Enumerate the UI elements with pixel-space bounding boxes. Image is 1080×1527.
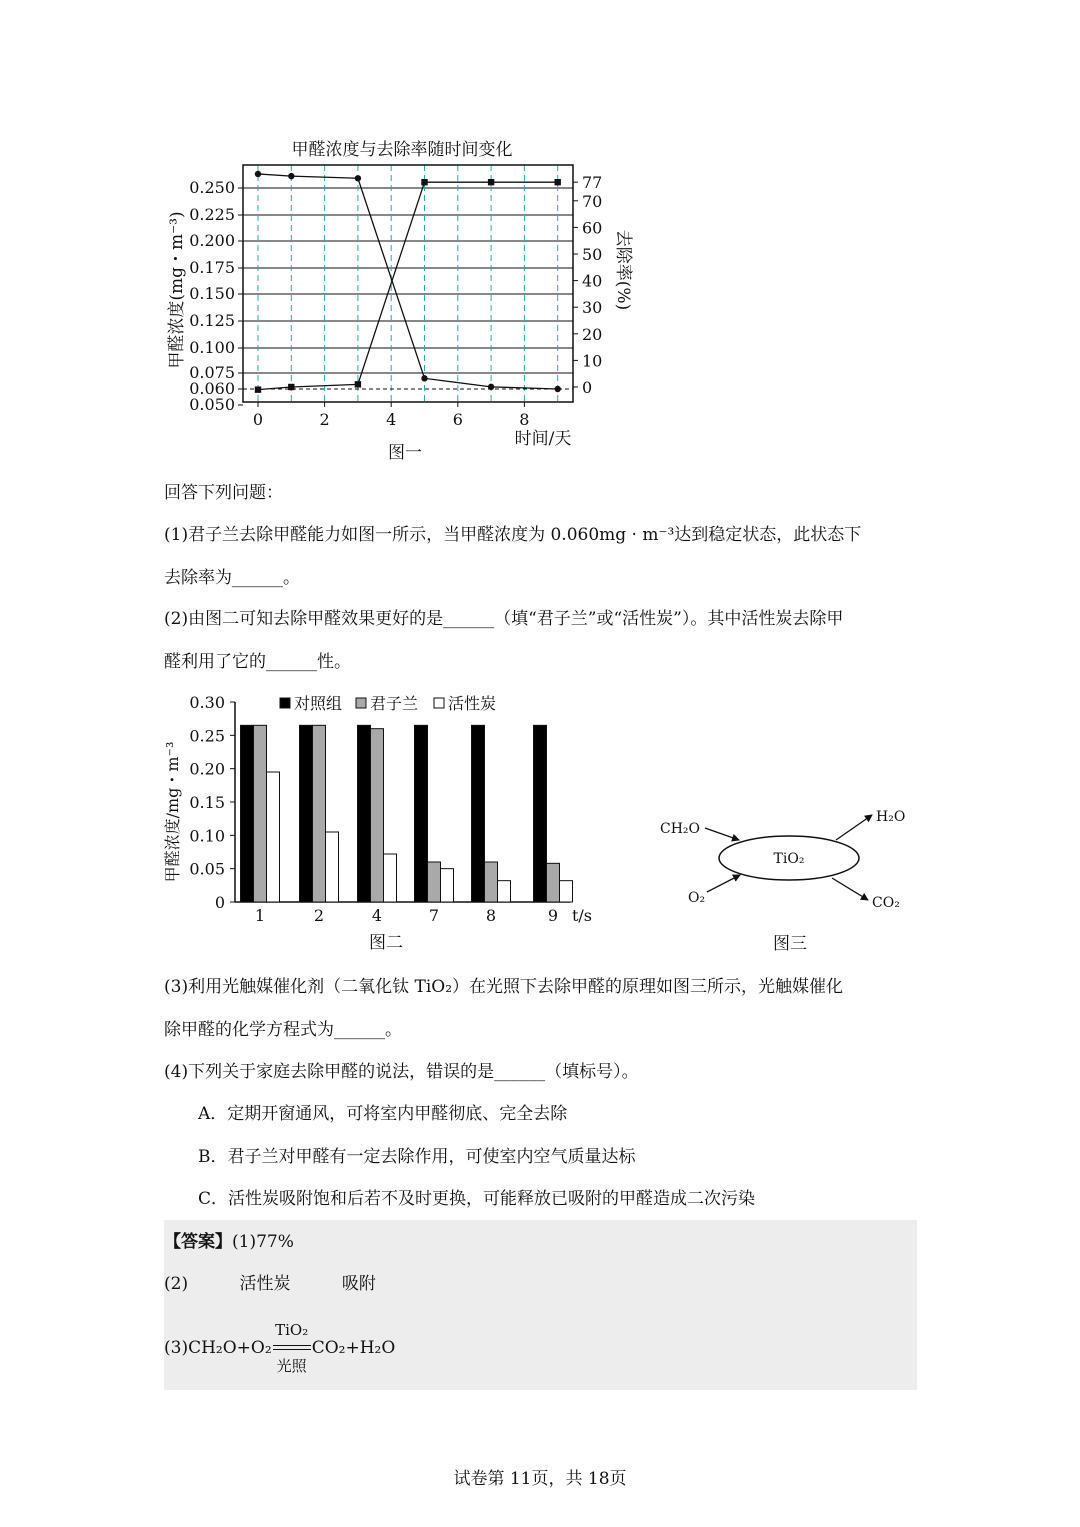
bar (498, 881, 511, 902)
legend-swatch (280, 698, 290, 708)
x-tick-label: 6 (452, 410, 463, 429)
answer-2-blank-2: 吸附 (341, 1274, 376, 1294)
question-1-line-2: 去除率为______。 (164, 568, 300, 588)
y-tick-label: 0.060 (189, 379, 235, 398)
legend-swatch (434, 698, 444, 708)
y-tick-label: 0.225 (189, 205, 235, 224)
bar (415, 725, 428, 902)
catalyst-label: TiO₂ (773, 851, 805, 867)
legend-swatch (356, 698, 366, 708)
y2-tick-label: 70 (582, 191, 603, 211)
y2-tick-label: 50 (582, 245, 603, 264)
x-tick-label: 8 (519, 410, 530, 429)
equation-products: CO₂+H₂O (311, 1338, 396, 1358)
bar (241, 725, 254, 902)
figure-3-caption: 图三 (773, 934, 807, 954)
y-tick-label: 0.10 (189, 826, 225, 846)
figure-1-chart (150, 130, 633, 470)
bar (534, 725, 547, 902)
x-tick-label: 1 (254, 906, 266, 925)
y-axis-label: 甲醛浓度/mg・m⁻³ (163, 741, 182, 883)
y-tick-label: 0.075 (189, 363, 235, 382)
legend-label: 活性炭 (448, 694, 497, 713)
bar (267, 772, 280, 902)
bar (485, 862, 498, 902)
y2-tick-label: 40 (582, 271, 603, 291)
option-b: B．君子兰对甲醛有一定去除作用，可使室内空气质量达标 (198, 1147, 636, 1167)
bar (547, 863, 560, 902)
bar (441, 869, 454, 902)
y-tick-label: 0.30 (189, 693, 225, 712)
y2-tick-label: 20 (582, 324, 603, 344)
data-point (421, 375, 427, 381)
x-tick-label: 9 (547, 906, 559, 925)
y-tick-label: 0.20 (189, 759, 225, 779)
figure-2-chart (150, 688, 610, 963)
plot-frame (243, 165, 573, 402)
x-tick-label: 2 (313, 906, 325, 925)
y-axis-right-label: 去除率(%) (613, 229, 633, 311)
equals-sign (273, 1345, 311, 1350)
condition-catalyst: TiO₂ (275, 1321, 309, 1339)
x-tick-label: 7 (428, 906, 440, 925)
intro-text: 回答下列问题： (164, 483, 283, 503)
legend-label: 君子兰 (370, 694, 419, 713)
answer-line-2 (164, 1272, 376, 1296)
data-point (288, 173, 294, 179)
y2-tick-label: 0 (582, 378, 593, 397)
chart-title: 甲醛浓度与去除率随时间变化 (291, 140, 513, 160)
option-a: A．定期开窗通风，可将室内甲醛彻底、完全去除 (198, 1104, 568, 1124)
x-axis-ticks (253, 402, 530, 429)
right-axis-ticks (573, 173, 602, 397)
x-tick-label: 2 (319, 410, 330, 429)
answer-1: (1)77% (232, 1232, 294, 1252)
arrow-in-bottom (707, 875, 740, 892)
answer-line-3 (164, 1321, 396, 1375)
data-point (555, 386, 561, 392)
bar (371, 729, 384, 902)
figure-3-diagram (650, 795, 920, 960)
answer-line-1 (164, 1230, 294, 1254)
product-co2: CO₂ (872, 895, 900, 911)
condition-light: 光照 (276, 1357, 307, 1375)
question-3-line-1: (3)利用光触媒催化剂（二氧化钛 TiO₂）在光照下去除甲醛的原理如图三所示，光触媒催化 (164, 977, 844, 997)
data-point (488, 179, 494, 185)
x-axis-ticks (255, 906, 558, 925)
question-2-line-2: 醛利用了它的______性。 (164, 652, 351, 672)
data-point (255, 171, 261, 177)
y-tick-label: 0 (214, 893, 225, 912)
legend-label: 对照组 (294, 694, 343, 713)
data-point (488, 384, 494, 390)
x-axis-label: t/s (571, 906, 593, 925)
equation-reactants: CH₂O+O₂ (188, 1338, 272, 1358)
chart-gridlines (243, 165, 573, 402)
y-tick-label: 0.25 (189, 726, 225, 746)
reaction-condition (272, 1321, 312, 1375)
page-footer: 试卷第 11页，共 18页 (453, 1469, 627, 1489)
chart-series (255, 171, 561, 393)
series-line (258, 182, 558, 389)
option-c: C．活性炭吸附饱和后若不及时更换，可能释放已吸附的甲醛造成二次污染 (198, 1189, 756, 1209)
reactant-ch2o: CH₂O (660, 821, 701, 837)
bar (472, 725, 485, 902)
y-tick-label: 0.125 (189, 311, 235, 330)
y2-tick-label: 77 (582, 173, 603, 193)
y2-tick-label: 10 (582, 351, 603, 371)
y-axis-ticks (189, 693, 235, 912)
y-tick-label: 0.175 (189, 258, 235, 277)
product-h2o: H₂O (876, 809, 906, 825)
figure-1-caption: 图一 (388, 443, 422, 463)
question-2-line-1: (2)由图二可知去除甲醛效果更好的是______（填“君子兰”或“活性炭”）。其中活性炭去除甲 (164, 609, 844, 629)
answer-2-blank-1: 活性炭 (239, 1274, 291, 1294)
data-point (288, 384, 294, 390)
y-tick-label: 0.150 (189, 284, 235, 303)
data-point (555, 179, 561, 185)
arrow-out-bottom (832, 878, 868, 900)
reactant-o2: O₂ (688, 890, 706, 906)
y-tick-label: 0.100 (189, 338, 235, 357)
bar (560, 881, 573, 902)
y2-tick-label: 60 (582, 218, 603, 238)
answer-3-number: (3) (164, 1338, 189, 1358)
figure-2-caption: 图二 (369, 933, 403, 953)
x-tick-label: 0 (252, 410, 264, 429)
x-tick-label: 8 (485, 906, 497, 925)
y-tick-label: 0.05 (189, 859, 225, 879)
arrow-out-top (836, 815, 872, 840)
bar (358, 725, 371, 902)
y-tick-label: 0.200 (189, 231, 235, 250)
y-tick-label: 0.050 (189, 395, 235, 414)
series-line (258, 174, 558, 389)
answer-label: 【答案】 (164, 1232, 232, 1252)
data-point (255, 386, 261, 392)
bar (428, 862, 441, 902)
x-axis-label: 时间/天 (514, 429, 572, 449)
question-1-line-1: (1)君子兰去除甲醛能力如图一所示，当甲醛浓度为 0.060mg · m⁻³达到稳定状态，此状态下 (164, 525, 862, 545)
question-3-line-2: 除甲醛的化学方程式为______。 (164, 1020, 402, 1040)
bar (326, 832, 339, 902)
y-tick-label: 0.15 (189, 793, 225, 812)
data-point (355, 175, 361, 181)
data-point (421, 179, 427, 185)
bar (254, 725, 267, 902)
bar (313, 725, 326, 902)
y2-tick-label: 30 (582, 298, 603, 318)
y-axis-left-label: 甲醛浓度(mg・m⁻³) (167, 211, 187, 369)
bar (384, 854, 397, 902)
question-4: (4)下列关于家庭去除甲醛的说法，错误的是______（填标号）。 (164, 1062, 639, 1082)
answer-2-number: (2) (164, 1274, 189, 1294)
arrow-in-top (705, 828, 739, 840)
x-tick-label: 4 (371, 906, 383, 925)
chart-legend (280, 694, 496, 713)
data-point (355, 381, 361, 387)
chart-bars (241, 725, 573, 902)
left-axis-ticks (189, 178, 243, 414)
bar (300, 725, 313, 902)
y-tick-label: 0.250 (189, 178, 235, 197)
x-tick-label: 4 (386, 410, 397, 429)
